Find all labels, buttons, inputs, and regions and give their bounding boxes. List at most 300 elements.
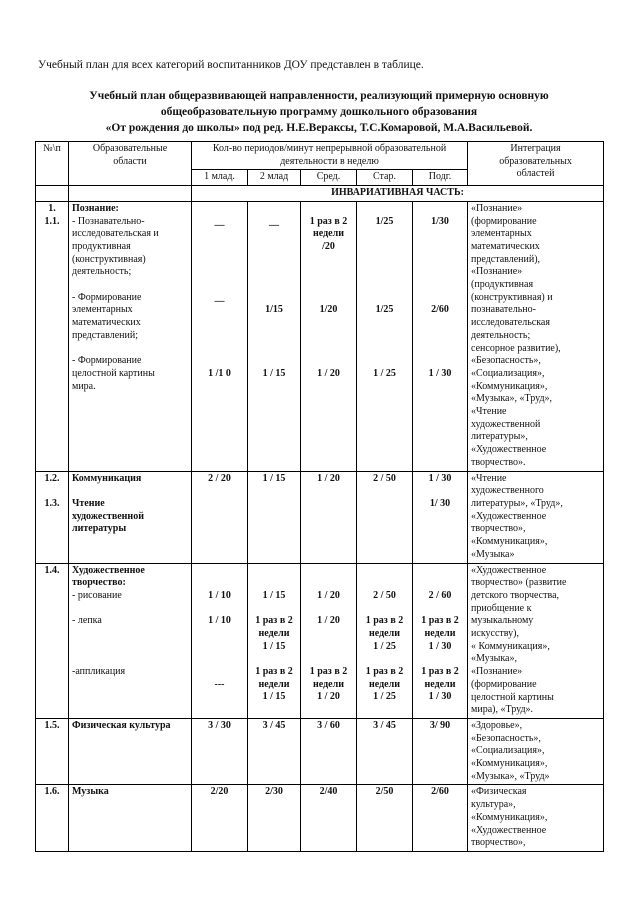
row-value [357,201,413,471]
group-header: 1 млад. [192,170,248,186]
row-value-line: 1 / 25 [373,640,396,652]
row-value-line [304,203,353,216]
row-value-line [360,603,409,616]
row-value-line [416,603,464,616]
curriculum-table [35,141,604,852]
row-value-line: 1 раз в 2 [309,215,348,227]
invariant-row [36,186,604,202]
group-header: Стар. [357,170,413,186]
row-value-line [360,355,409,368]
row-value [192,471,248,563]
row-integration-line: «Познание» [471,666,523,678]
row-value-line: 2 / 50 [373,589,396,601]
row-value-line [195,330,244,343]
row-area-line: -аппликация [72,666,126,678]
row-integration-line: творчество» (развитие [471,577,567,589]
invariant-label: ИНВАРИАТИВНАЯ ЧАСТЬ: [192,186,604,202]
row-value-line: 1 / 20 [317,691,340,703]
row-value-line [416,342,464,355]
row-value-line [416,355,464,368]
row-integration-line: « Коммуникация», [471,640,550,652]
plan-title-line: «От рождения до школы» под ред. Н.Е.Вераксы, Т.С.Комаровой, М.А.Васильевой. [105,122,533,134]
row-value-line [360,577,409,590]
row-value-line: 1 / 15 [262,367,286,379]
row-value-line [304,266,353,279]
row-value-line [251,577,297,590]
row-value-line: 1/ 30 [429,497,451,509]
row-value-line [360,565,409,578]
row-value-line: недели [313,678,344,690]
row-area-line: Художественное [72,564,145,576]
row-integration [468,785,604,852]
row-value-line [251,653,297,666]
row-value-line [195,203,244,216]
row-value-line [360,228,409,241]
group-header: Подг. [413,170,468,186]
row-area-line: Коммуникация [72,472,142,484]
row-value-line: 2/20 [210,786,229,798]
row-integration-line: «Коммуникация», [471,758,548,770]
row-value-line [251,565,297,578]
row-value-line [195,628,244,641]
row-value-line: недели [369,627,400,639]
row-value [301,563,357,718]
row-value-line [416,228,464,241]
row-integration-line: литературы», [471,431,528,443]
row-area-line: деятельность; [72,266,132,278]
row-area-line: математических [72,317,141,329]
row-value-line [251,342,297,355]
row-value [357,718,413,785]
row-area [69,563,192,718]
row-value-line [304,577,353,590]
row-area-line: художественной [72,510,144,522]
row-value-line [195,241,244,254]
row-value [413,201,468,471]
row-value [301,718,357,785]
row-value-line [251,203,297,216]
row-area-line: (конструктивная) [72,253,146,265]
row-area-line: - рисование [72,589,122,601]
row-value [413,718,468,785]
header-integration-line: Интеграция [510,143,561,154]
row-value-line [416,565,464,578]
row-value-line: 1 / 30 [428,691,452,703]
row-value-line [195,342,244,355]
row-value-line: 2/40 [319,786,338,798]
row-value-line [251,330,297,343]
table-header-row [36,142,604,170]
row-integration-line: «Познание» [471,266,523,278]
row-integration-line: творчество». [471,456,526,468]
row-area-line: продуктивная [72,240,131,252]
row-value-line: 1/30 [431,215,449,227]
row-value-line: 1 раз в 2 [365,666,404,678]
row-area-line: творчество: [72,577,126,589]
row-area-line [72,485,188,498]
row-value-line [360,342,409,355]
row-integration-line: творчество», [471,523,526,535]
row-value-line: 1/25 [375,215,394,227]
row-integration-line: детского творчества, [471,589,560,601]
row-value-line [304,603,353,616]
row-integration-line: «Безопасность», [471,355,541,367]
row-integration-line: «Социализация», [471,367,545,379]
row-area-line: целостной картины [72,367,155,379]
row-value-line: 1 /1 0 [208,367,231,379]
row-integration-line: элементарных [471,228,532,240]
row-value-line [304,565,353,578]
row-value-line [304,317,353,330]
row-number-line: 1.6. [44,786,60,798]
row-integration [468,471,604,563]
header-periods-line: деятельности в неделю [280,155,379,167]
row-area-line: представлений; [72,329,138,341]
row-value-line [360,266,409,279]
row-integration-line: «Музыка», [471,653,517,665]
row-value [192,201,248,471]
row-integration-line: мира), «Труд». [471,704,534,716]
row-number-line: 1.1. [44,215,60,227]
row-area-line: литературы [72,523,127,535]
row-value [357,563,413,718]
row-integration-line: «Музыка» [471,548,515,560]
row-value-line [416,203,464,216]
row-value [413,785,468,852]
row-value-line: 1 / 20 [317,367,340,379]
row-value-line: 1 / 20 [317,589,340,601]
row-value-line: недели [424,678,456,690]
group-header: 2 млад [248,170,301,186]
row-value [413,471,468,563]
row-value-line [360,203,409,216]
row-value-line: 1 / 15 [262,472,286,484]
row-value [192,785,248,852]
row-number [36,471,69,563]
row-value-line [195,317,244,330]
row-value-line: 2 / 20 [208,472,231,484]
row-integration-line: математических [471,240,540,252]
row-value-line [251,266,297,279]
row-value-line [304,279,353,292]
row-area-line: элементарных [72,304,133,316]
row-integration-line: «Коммуникация», [471,380,548,392]
row-value-line [360,254,409,267]
row-value [301,785,357,852]
row-value-line: 1 раз в 2 [255,615,293,627]
row-value-line: 1/20 [319,304,338,316]
row-value-line: 1 раз в 2 [421,666,459,678]
row-integration-line: «Познание» [471,202,523,214]
row-value-line: 1 / 30 [428,367,452,379]
row-value-line: недели [258,627,290,639]
row-value-line: 2 / 60 [428,589,452,601]
row-value [192,563,248,718]
row-value-line: 1 / 25 [373,367,396,379]
row-value-line [251,228,297,241]
header-integration [468,142,604,186]
row-area-line: Музыка [72,786,109,798]
row-integration-line: (конструктивная) и [471,291,553,303]
row-area-line [72,279,188,292]
row-value [413,563,468,718]
row-value-line [360,241,409,254]
row-value-line [304,292,353,305]
row-integration-line: целостной картины [471,691,554,703]
row-value-line [304,628,353,641]
table-row [36,563,604,718]
row-value-line [304,254,353,267]
row-value-line: 3 / 45 [373,719,396,731]
invariant-empty-cell [69,186,192,202]
row-value-line [360,279,409,292]
row-value-line [416,266,464,279]
row-area-line: Познание: [72,202,119,214]
row-integration-line: «Физическая [471,786,527,798]
row-integration-line: (формирование [471,215,537,227]
row-value-line [195,266,244,279]
row-value-line: 3 / 30 [208,719,231,731]
row-value-line [360,292,409,305]
row-integration-line: познавательно- [471,304,536,316]
row-integration-line: «Коммуникация», [471,536,548,548]
table-row [36,201,604,471]
row-value-line [251,355,297,368]
row-area-line [72,653,188,666]
row-number-line: 1.3. [44,497,60,509]
row-area-line [72,603,188,616]
header-num-text: №\п [43,143,61,154]
row-value-line [360,653,409,666]
table-row [36,718,604,785]
row-integration [468,201,604,471]
row-area-line [72,628,188,641]
row-value-line [195,603,244,616]
row-value-line: 1 / 25 [373,691,396,703]
row-value-line [416,279,464,292]
row-value [248,563,301,718]
row-integration-line: литературы», «Труд», [471,497,563,509]
row-area-line [72,641,188,654]
row-area-line: - лепка [72,615,102,627]
header-areas-line: Образовательные [92,143,168,154]
row-integration-line: «Художественное [471,444,547,456]
row-area-line: мира. [72,380,96,392]
row-value-line [360,317,409,330]
row-value [248,785,301,852]
row-integration-line: «Безопасность», [471,732,541,744]
row-value-line [195,641,244,654]
table-row [36,785,604,852]
row-area [69,201,192,471]
row-value-line [416,485,464,498]
row-integration-line: сенсорное развитие), [471,342,561,354]
row-value-line: недели [258,678,290,690]
row-value [248,201,301,471]
row-value-line [195,355,244,368]
row-value [357,471,413,563]
row-value-line [195,228,244,241]
row-value-line: недели [369,678,400,690]
row-integration-line: «Художественное [471,510,547,522]
row-integration-line: «Художественное [471,824,547,836]
row-value-line [304,355,353,368]
row-area-line [72,343,188,356]
plan-title-line: Учебный план общеразвивающей направленности, реализующий примерную основную [89,90,549,102]
row-value-line [304,641,353,654]
row-value-line: 2/60 [431,304,449,316]
row-value-line [251,279,297,292]
row-number-line: 1.4. [44,564,60,576]
row-value-line [416,577,464,590]
row-integration-line: «Чтение [471,406,507,418]
invariant-empty-cell [36,186,69,202]
row-area-line: - Познавательно- [72,215,145,227]
row-value-line: 1 раз в 2 [421,615,459,627]
row-number [36,785,69,852]
header-integration-line: областей [516,168,555,180]
row-value-line [251,292,297,305]
row-value-line: __ [214,215,225,227]
row-value-line: 1 / 10 [208,615,231,627]
row-value-line: 1 раз в 2 [309,666,348,678]
header-periods [192,142,468,170]
row-value-line: 3/ 90 [429,719,451,731]
row-integration-line: «Художественное [471,564,547,576]
group-header: Сред. [301,170,357,186]
row-integration-line: «Музыка», «Труд» [471,770,550,782]
row-value-line: 2/60 [431,786,449,798]
row-integration-line: «Коммуникация», [471,811,548,823]
row-number [36,201,69,471]
row-integration-line: художественного [471,485,544,497]
row-integration-line: искусству), [471,628,519,640]
row-integration-line: художественной [471,418,541,430]
row-value-line: 2/30 [265,786,283,798]
row-value-line: 1 / 20 [317,615,340,627]
row-value-line: 1 / 10 [208,589,231,601]
row-value-line [195,666,244,679]
row-area [69,471,192,563]
row-area-line: - Формирование [72,355,142,367]
row-integration-line: творчество», [471,837,526,849]
row-value-line [195,653,244,666]
row-value-line: 3 / 45 [262,719,286,731]
row-value-line: 1 / 30 [428,640,452,652]
row-value-line [416,653,464,666]
plan-title [30,88,608,136]
row-value-line: 1 / 30 [428,472,452,484]
row-value-line [416,254,464,267]
row-value-line: недели [313,228,344,240]
row-integration [468,718,604,785]
row-integration-line: «Музыка», «Труд», [471,393,553,405]
header-num [36,142,69,186]
row-value-line: 1/15 [265,304,283,316]
row-integration-line: исследовательская [471,317,550,329]
row-value-line: __ [269,215,279,227]
row-value-line [251,317,297,330]
row-value-line: 1 / 20 [317,472,340,484]
row-number [36,563,69,718]
row-area-line: Чтение [72,497,105,509]
header-periods-line: Кол-во периодов/минут непрерывной образовательной [212,143,447,154]
row-integration-line: культура», [471,799,516,811]
row-integration-line: «Социализация», [471,745,545,757]
row-value-line [195,577,244,590]
row-value-line [251,254,297,267]
row-value-line [195,254,244,267]
row-integration-line: приобщение к [471,602,532,614]
row-value [301,471,357,563]
row-value-line [416,241,464,254]
row-integration-line: (продуктивная [471,279,534,291]
row-value-line [251,603,297,616]
row-value-line: /20 [322,240,335,252]
row-value [248,718,301,785]
row-integration-line: деятельность; [471,329,531,341]
table-row [36,471,604,563]
row-value [357,785,413,852]
row-value-line [304,653,353,666]
row-value-line: __ [214,291,225,303]
row-value [248,471,301,563]
row-value-line [251,241,297,254]
row-value-line: 3 / 60 [317,719,340,731]
row-value-line: 1 / 15 [262,691,286,703]
row-area [69,718,192,785]
row-integration-line: «Чтение [471,472,507,484]
row-value-line [304,342,353,355]
row-integration-line: представлений), [471,253,541,265]
row-value-line: --- [214,678,225,690]
row-value-line [195,279,244,292]
row-value-line: 2/50 [375,786,394,798]
row-value-line [416,330,464,343]
row-integration-line: музыкальному [471,615,534,627]
row-integration-line: «Здоровье», [471,719,523,731]
row-value-line [416,292,464,305]
row-integration [468,563,604,718]
row-value-line [360,330,409,343]
row-integration-line: (формирование [471,678,537,690]
row-number-line: 1. [48,202,56,214]
row-area [69,785,192,852]
row-number-line [39,485,65,498]
row-value-line [195,304,244,317]
row-value [301,201,357,471]
row-value-line: 2 / 50 [373,472,396,484]
row-value-line: 1 / 15 [262,589,286,601]
intro-text: Учебный план для всех категорий воспитанников ДОУ представлен в таблице. [38,59,424,71]
header-areas [69,142,192,186]
header-areas-line: области [113,155,147,167]
row-area-line: исследовательская и [72,228,159,240]
row-number [36,718,69,785]
row-value-line: 1 раз в 2 [255,666,293,678]
plan-title-line: общеобразовательную программу дошкольного образования [160,106,478,118]
row-area-line: Физическая культура [72,719,171,731]
row-value-line: 1 / 15 [262,640,286,652]
row-value-line [304,330,353,343]
row-number-line: 1.5. [44,719,60,731]
row-value-line [195,565,244,578]
row-value-line: 1/25 [375,304,394,316]
row-value-line: недели [424,627,456,639]
row-value [192,718,248,785]
row-area-line: - Формирование [72,291,142,303]
row-value-line [416,317,464,330]
